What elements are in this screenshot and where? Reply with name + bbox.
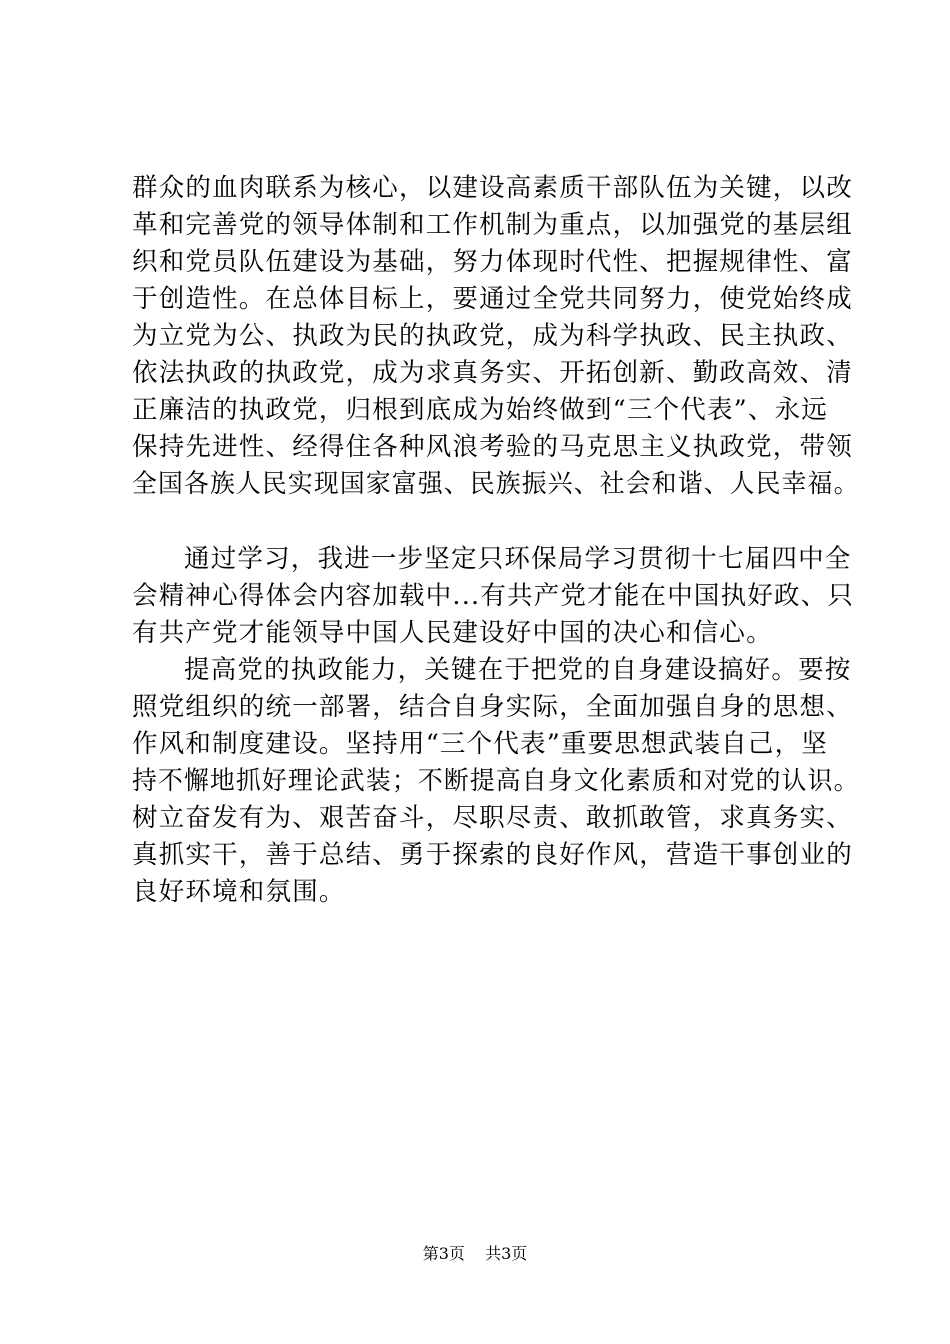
total-pages: 共3页: [485, 1244, 528, 1263]
text-line: 有共产党才能领导中国人民建设好中国的决心和信心。: [132, 618, 773, 648]
page-number: 第3页: [422, 1244, 465, 1263]
text-line: 作风和制度建设。坚持用“三个代表”重要思想武装自己，坚: [132, 729, 828, 759]
text-line: 依法执政的执政党，成为求真务实、开拓创新、勤政高效、清: [132, 358, 853, 388]
text-line: 保持先进性、经得住各种风浪考验的马克思主义执政党，带领: [132, 432, 853, 462]
text-line: 持不懈地抓好理论武装；不断提高自身文化素质和对党的认识。: [132, 766, 860, 796]
text-line: 树立奋发有为、艰苦奋斗，尽职尽责、敢抓敢管，求真务实、: [132, 803, 853, 833]
text-line: 全国各族人民实现国家富强、民族振兴、社会和谐、人民幸福。: [132, 469, 860, 499]
text-line: 革和完善党的领导体制和工作机制为重点，以加强党的基层组: [132, 210, 853, 240]
text-line: 照党组织的统一部署，结合自身实际，全面加强自身的思想、: [132, 692, 853, 722]
text-line: 会精神心得体会内容加载中...有共产党才能在中国执好政、只: [132, 581, 855, 611]
text-line: 织和党员队伍建设为基础，努力体现时代性、把握规律性、富: [132, 247, 853, 277]
text-line: 为立党为公、执政为民的执政党，成为科学执政、民主执政、: [132, 321, 853, 351]
page-footer: [0, 1242, 950, 1266]
text-line: 正廉洁的执政党，归根到底成为始终做到“三个代表”、永远: [132, 395, 828, 425]
text-line: 通过学习，我进一步坚定只环保局学习贯彻十七届四中全: [184, 544, 852, 574]
text-line: 真抓实干，善于总结、勇于探索的良好作风，营造干事创业的: [132, 840, 853, 870]
text-line: 于创造性。在总体目标上，要通过全党共同努力，使党始终成: [132, 284, 853, 314]
text-line: 良好环境和氛围。: [132, 877, 346, 907]
text-line: 群众的血肉联系为核心，以建设高素质干部队伍为关键，以改: [132, 173, 853, 203]
text-line: 提高党的执政能力，关键在于把党的自身建设搞好。要按: [184, 655, 852, 685]
